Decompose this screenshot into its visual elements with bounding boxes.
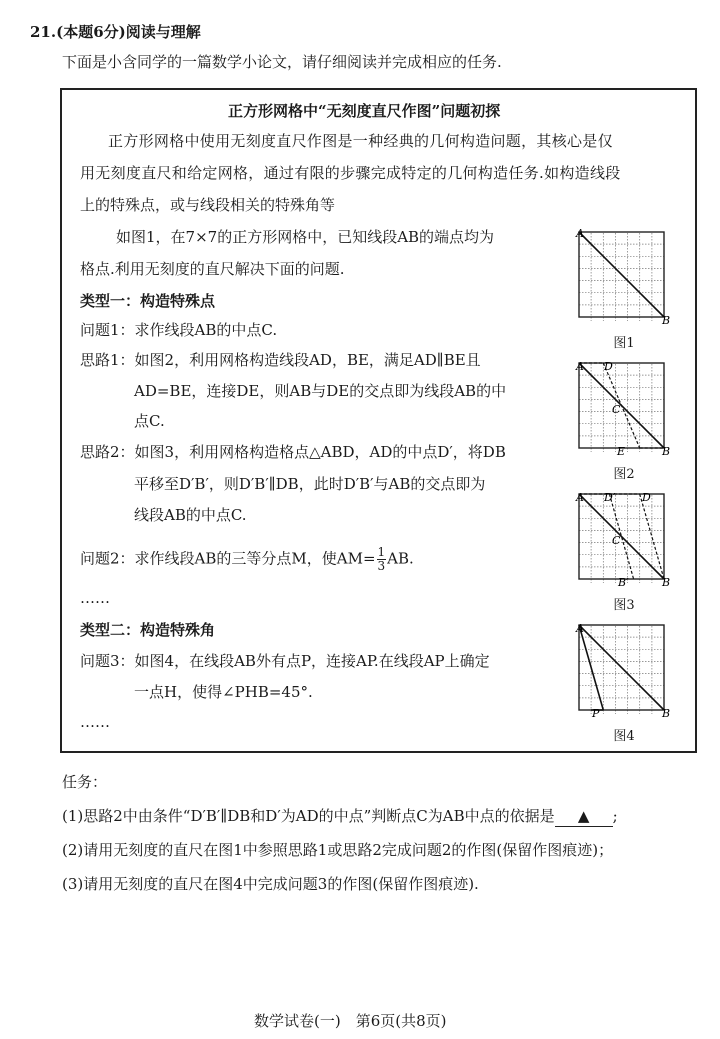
label-b: B — [662, 707, 671, 720]
essay-paragraph-line: 用无刻度直尺和给定网格，通过有限的步骤完成特定的几何构造任务.如构造线段 — [80, 164, 621, 182]
essay-paragraph-line: 正方形网格中使用无刻度直尺作图是一种经典的几何构造问题，其核心是仅 — [108, 132, 613, 150]
segment-de — [603, 363, 639, 448]
problem2-text: 问题2：求作线段AB的三等分点M，使AM= — [80, 549, 376, 568]
fraction — [377, 546, 387, 573]
label-a: A — [576, 360, 584, 373]
fraction-denominator: 3 — [377, 559, 386, 573]
label-b: B — [662, 314, 671, 327]
figure-3 — [574, 489, 674, 589]
ellipsis: …… — [80, 713, 110, 731]
idea2-line: 平移至D′B′，则D′B′∥DB，此时D′B′与AB的交点即为 — [134, 475, 486, 493]
label-dprime: D′ — [604, 491, 616, 504]
grid — [579, 364, 664, 452]
problem2-text-end: AB. — [387, 549, 414, 568]
problem3-line: 一点H，使得∠PHB=45°. — [134, 683, 313, 701]
problem1: 问题1：求作线段AB的中点C. — [80, 321, 278, 339]
label-d: D — [604, 360, 613, 373]
idea1-line: 点C. — [134, 412, 165, 430]
label-bprime: B′ — [618, 576, 629, 589]
grid — [579, 233, 664, 321]
figure-1 — [574, 227, 674, 327]
label-p: P — [592, 707, 600, 720]
label-b: B — [662, 445, 671, 458]
idea2-line: 思路2：如图3，利用网格构造格点△ABD，AD的中点D′，将DB — [80, 443, 506, 461]
figure-1-caption: 图1 — [613, 336, 635, 351]
idea1-line: AD=BE，连接DE，则AB与DE的交点即为线段AB的中 — [134, 382, 507, 400]
intro-text: 下面是小含同学的一篇数学小论文，请仔细阅读并完成相应的任务. — [62, 53, 502, 71]
ellipsis: …… — [80, 589, 110, 607]
figure-3-caption: 图3 — [613, 598, 635, 613]
answer-blank[interactable] — [555, 806, 613, 827]
essay-paragraph-line: 上的特殊点，或与线段相关的特殊角等 — [80, 196, 336, 214]
triangle-mark: ▲ — [577, 807, 590, 825]
label-a: A — [576, 491, 584, 504]
task-3: (3)请用无刻度的直尺在图4中完成问题3的作图(保留作图痕迹). — [62, 875, 479, 893]
problem3-line: 问题3：如图4，在线段AB外有点P，连接AP.在线段AP上确定 — [80, 652, 490, 670]
figure-4 — [574, 620, 674, 720]
task-1-text: (1)思路2中由条件“D′B′∥DB和D′为AD的中点”判断点C为AB中点的依据是 — [62, 807, 555, 825]
segment-ab — [579, 494, 664, 579]
type1-heading: 类型一：构造特殊点 — [80, 292, 216, 310]
figure-2-caption: 图2 — [613, 467, 635, 482]
type2-heading: 类型二：构造特殊角 — [80, 621, 216, 639]
label-e: E — [617, 445, 626, 458]
tasks-heading: 任务： — [62, 773, 108, 791]
label-a: A — [576, 622, 584, 635]
page-footer: 数学试卷(一) 第6页(共8页) — [254, 1012, 447, 1030]
task-2: (2)请用无刻度的直尺在图1中参照思路1或思路2完成问题2的作图(保留作图痕迹)； — [62, 841, 614, 859]
task-1-end: ; — [612, 807, 618, 825]
label-b: B — [662, 576, 671, 589]
label-c: C — [612, 403, 621, 416]
label-d: D — [642, 491, 651, 504]
fraction-numerator: 1 — [377, 545, 386, 559]
essay-paragraph-line: 如图1，在7×7的正方形网格中，已知线段AB的端点均为 — [116, 228, 495, 246]
task-1 — [62, 806, 618, 827]
segment-ab — [579, 232, 664, 317]
question-number: 21.(本题6分)阅读与理解 — [30, 23, 201, 41]
grid — [579, 495, 664, 583]
idea1-line: 思路1：如图2，利用网格构造线段AD，BE，满足AD∥BE且 — [80, 351, 481, 369]
problem2 — [80, 546, 414, 573]
figure-4-caption: 图4 — [613, 729, 635, 744]
figure-2 — [574, 358, 674, 458]
label-a: A — [576, 227, 584, 240]
idea2-line: 线段AB的中点C. — [134, 506, 247, 524]
essay-title: 正方形网格中“无刻度直尺作图”问题初探 — [228, 102, 501, 120]
essay-paragraph-line: 格点.利用无刻度的直尺解决下面的问题. — [80, 260, 345, 278]
label-c: C — [612, 534, 621, 547]
